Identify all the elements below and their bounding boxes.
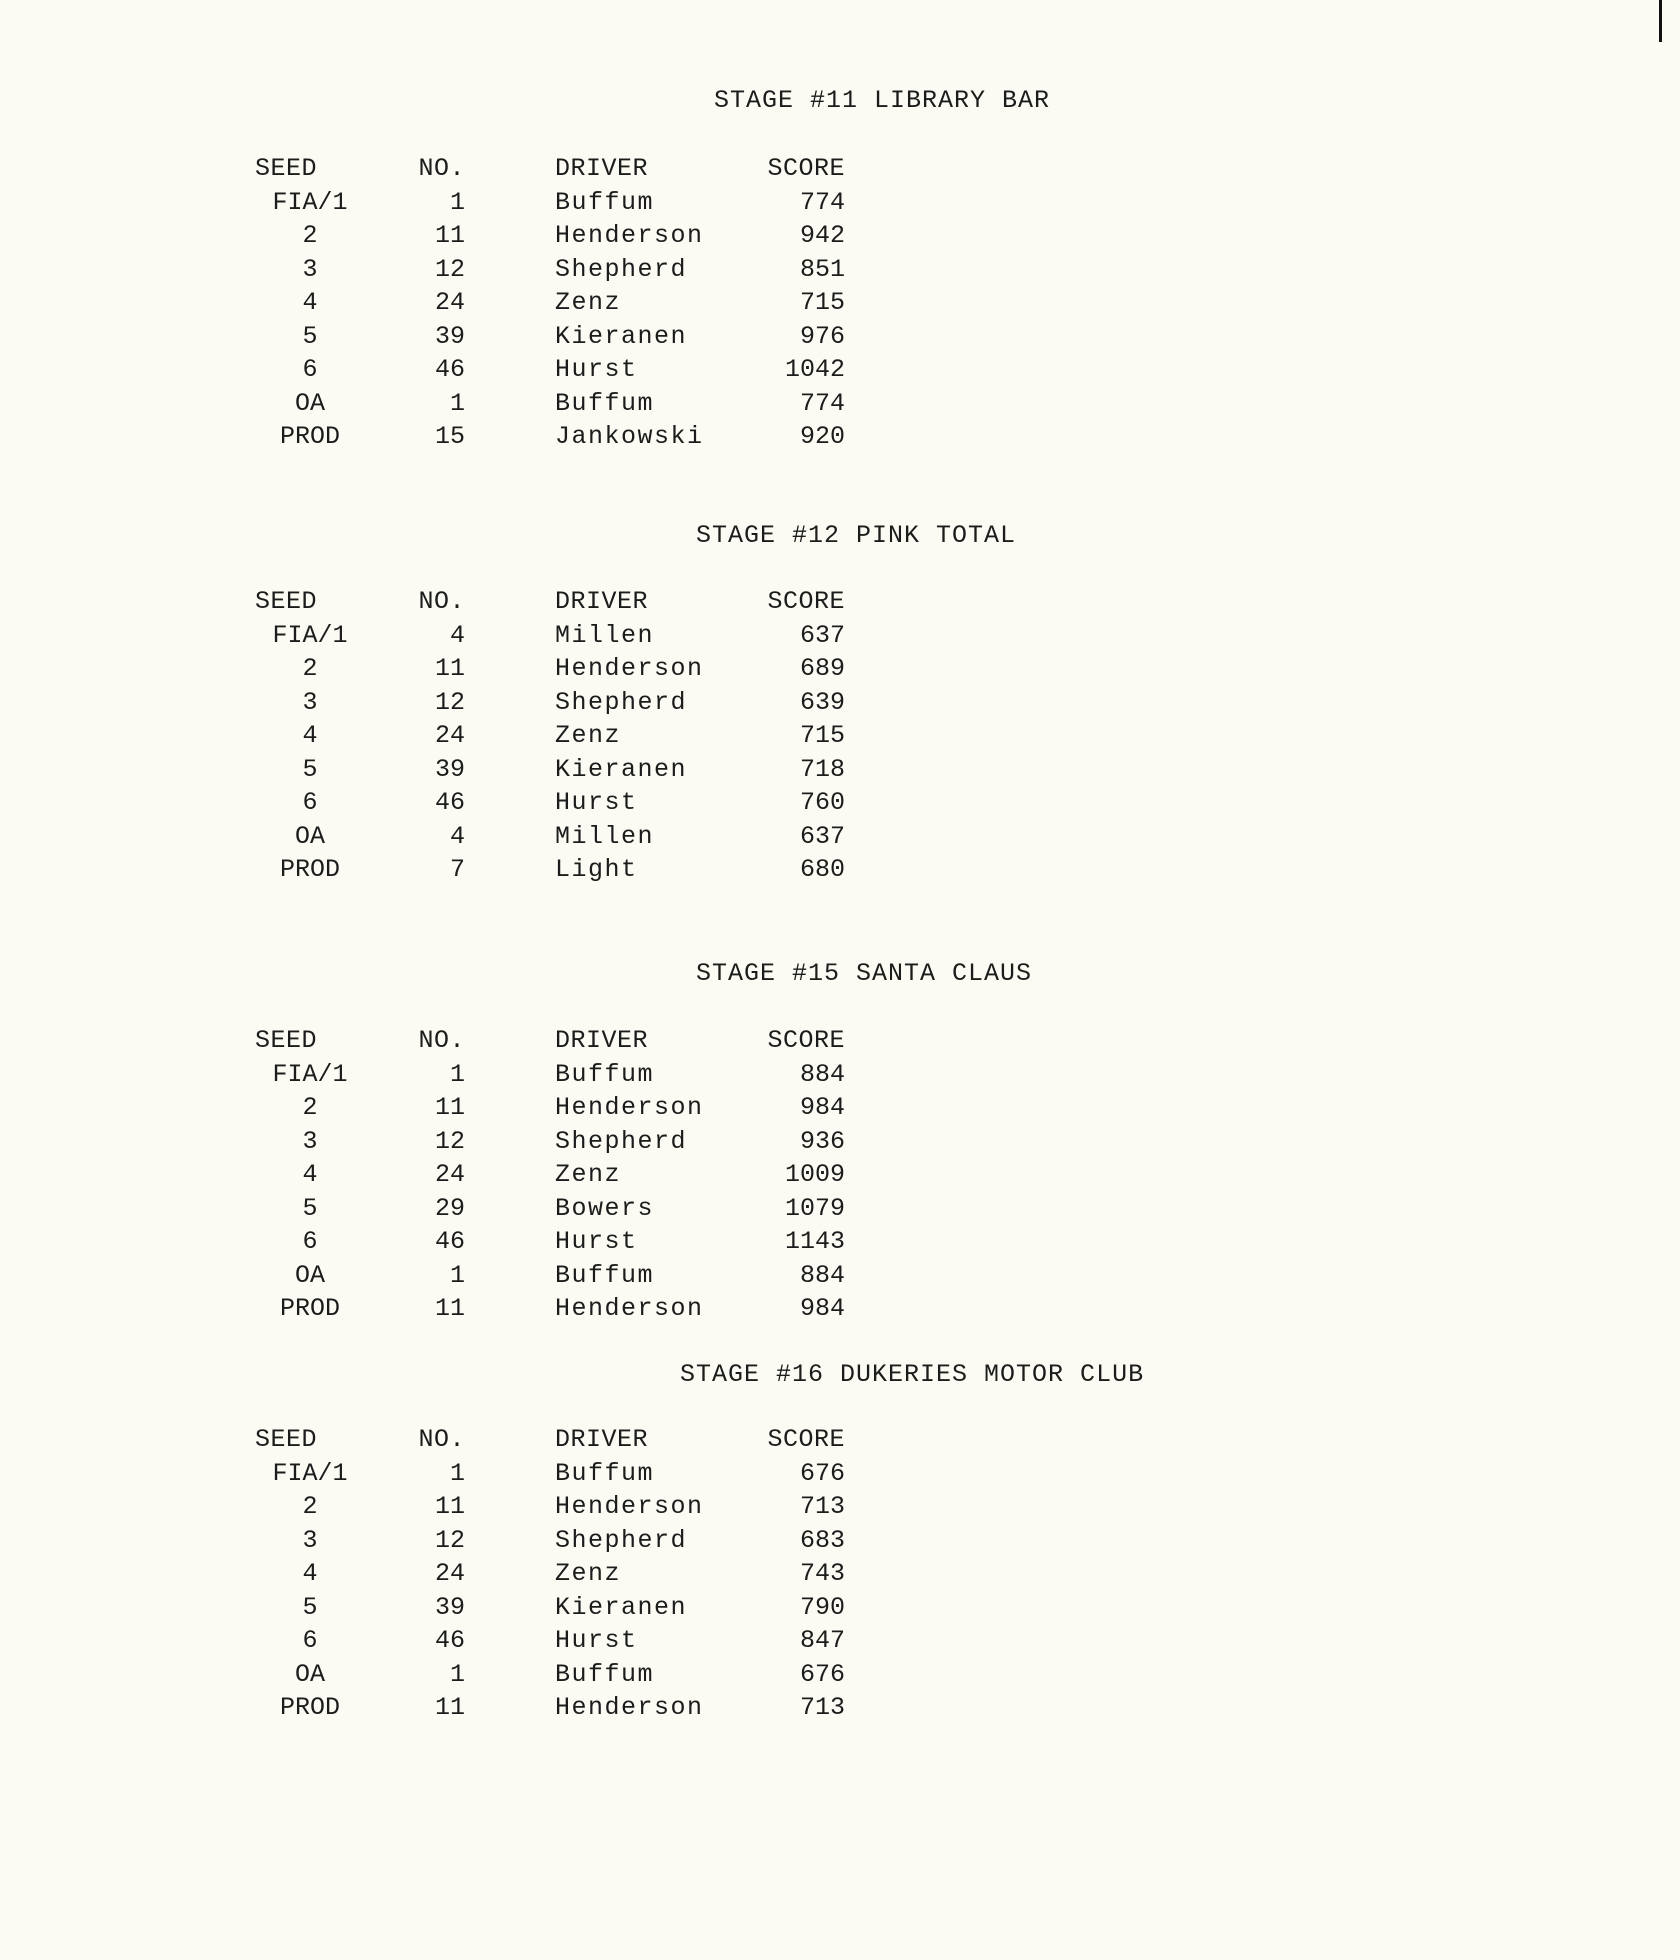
column-gap	[465, 1024, 555, 1058]
score-cell: 920	[799, 422, 845, 451]
table-row	[255, 619, 845, 653]
score-cell: 689	[799, 654, 845, 683]
no-cell: 29	[434, 1193, 465, 1223]
score-header: SCORE	[767, 154, 845, 183]
driver-cell: Zenz	[555, 288, 622, 317]
driver-cell: Shepherd	[555, 1525, 688, 1555]
seed-cell: PROD	[279, 422, 340, 451]
column-gap	[465, 1292, 555, 1326]
column-gap	[465, 1591, 555, 1625]
results-table	[255, 585, 845, 887]
table-row	[255, 786, 845, 820]
seed-cell: 4	[302, 721, 318, 750]
no-cell: 1	[449, 388, 465, 418]
score-cell: 713	[799, 1693, 845, 1722]
table-row	[255, 1058, 845, 1092]
stage-title: STAGE #15 SANTA CLAUS	[696, 959, 1033, 988]
score-cell: 984	[799, 1294, 845, 1323]
no-cell: 39	[434, 1592, 465, 1622]
column-gap	[465, 1225, 555, 1259]
table-row	[255, 186, 845, 220]
seed-cell: 2	[302, 221, 318, 250]
column-gap	[465, 820, 555, 854]
score-cell: 676	[799, 1458, 845, 1488]
driver-cell: Kieranen	[555, 754, 688, 784]
score-cell: 936	[799, 1126, 845, 1156]
score-cell: 884	[799, 1260, 845, 1290]
score-cell: 774	[799, 388, 845, 418]
no-cell: 4	[449, 821, 465, 851]
driver-cell: Zenz	[555, 1559, 622, 1588]
score-header: SCORE	[767, 587, 845, 616]
column-gap	[465, 152, 555, 186]
driver-cell: Shepherd	[555, 1126, 688, 1156]
stage-title: STAGE #11 LIBRARY BAR	[714, 86, 1051, 115]
no-cell: 7	[449, 855, 465, 884]
table-header-row	[255, 585, 845, 619]
no-cell: 46	[434, 1626, 465, 1655]
seed-cell: 3	[302, 1525, 318, 1555]
score-cell: 680	[799, 855, 845, 884]
seed-header: SEED	[255, 1026, 318, 1055]
seed-cell: OA	[294, 388, 325, 418]
driver-cell: Shepherd	[555, 254, 688, 284]
driver-cell: Hurst	[555, 1227, 638, 1256]
table-row	[255, 286, 845, 320]
score-cell: 637	[799, 620, 845, 650]
score-cell: 683	[799, 1525, 845, 1555]
table-header-row	[255, 1024, 845, 1058]
driver-cell: Henderson	[555, 1294, 704, 1323]
seed-cell: 5	[302, 754, 318, 784]
table-header-row	[255, 1423, 845, 1457]
score-cell: 639	[799, 687, 845, 717]
score-cell: 713	[799, 1492, 845, 1521]
driver-header: DRIVER	[555, 1026, 649, 1055]
table-row	[255, 420, 845, 454]
driver-cell: Jankowski	[555, 422, 704, 451]
column-gap	[465, 853, 555, 887]
driver-cell: Buffum	[555, 187, 655, 217]
driver-cell: Zenz	[555, 1160, 622, 1189]
column-gap	[465, 719, 555, 753]
driver-cell: Hurst	[555, 1626, 638, 1655]
seed-cell: 5	[302, 321, 318, 351]
seed-cell: 6	[302, 1227, 318, 1256]
no-cell: 12	[434, 1525, 465, 1555]
no-cell: 1	[449, 1260, 465, 1290]
table-row	[255, 1225, 845, 1259]
no-cell: 24	[434, 1559, 465, 1588]
no-cell: 1	[449, 1059, 465, 1089]
score-cell: 851	[799, 254, 845, 284]
seed-cell: 4	[302, 288, 318, 317]
driver-header: DRIVER	[555, 1425, 649, 1454]
seed-header: SEED	[255, 154, 318, 183]
table-row	[255, 686, 845, 720]
table-row	[255, 1457, 845, 1491]
column-gap	[465, 1490, 555, 1524]
seed-cell: 2	[302, 1492, 318, 1521]
score-cell: 715	[799, 288, 845, 317]
score-cell: 718	[799, 754, 845, 784]
table-row	[255, 853, 845, 887]
column-gap	[465, 286, 555, 320]
driver-cell: Zenz	[555, 721, 622, 750]
column-gap	[465, 420, 555, 454]
score-header: SCORE	[767, 1425, 845, 1454]
seed-header: SEED	[255, 1425, 318, 1454]
column-gap	[465, 1091, 555, 1125]
no-header: NO.	[418, 587, 465, 616]
column-gap	[465, 1423, 555, 1457]
table-row	[255, 719, 845, 753]
no-cell: 15	[434, 422, 465, 451]
seed-cell: OA	[294, 821, 325, 851]
no-cell: 24	[434, 1160, 465, 1189]
driver-cell: Millen	[555, 821, 655, 851]
results-table	[255, 1024, 845, 1326]
seed-cell: 6	[302, 355, 318, 384]
results-table	[255, 152, 845, 454]
no-cell: 24	[434, 288, 465, 317]
driver-cell: Buffum	[555, 1260, 655, 1290]
no-cell: 11	[434, 1093, 465, 1122]
driver-cell: Shepherd	[555, 687, 688, 717]
driver-cell: Light	[555, 855, 638, 884]
no-cell: 46	[434, 788, 465, 817]
column-gap	[465, 1192, 555, 1226]
no-cell: 39	[434, 754, 465, 784]
score-cell: 1143	[784, 1227, 845, 1256]
column-gap	[465, 1457, 555, 1491]
no-cell: 46	[434, 355, 465, 384]
table-row	[255, 353, 845, 387]
table-row	[255, 1691, 845, 1725]
no-cell: 12	[434, 1126, 465, 1156]
table-row	[255, 320, 845, 354]
no-header: NO.	[418, 154, 465, 183]
column-gap	[465, 1524, 555, 1558]
column-gap	[465, 619, 555, 653]
column-gap	[465, 1691, 555, 1725]
column-gap	[465, 387, 555, 421]
seed-cell: 6	[302, 788, 318, 817]
seed-cell: PROD	[279, 855, 340, 884]
seed-cell: 3	[302, 254, 318, 284]
table-row	[255, 219, 845, 253]
no-cell: 12	[434, 687, 465, 717]
driver-cell: Kieranen	[555, 321, 688, 351]
table-row	[255, 387, 845, 421]
table-row	[255, 1158, 845, 1192]
score-cell: 984	[799, 1093, 845, 1122]
score-cell: 790	[799, 1592, 845, 1622]
table-row	[255, 253, 845, 287]
score-cell: 884	[799, 1059, 845, 1089]
no-cell: 11	[434, 221, 465, 250]
table-row	[255, 1091, 845, 1125]
table-row	[255, 1557, 845, 1591]
score-cell: 774	[799, 187, 845, 217]
page-edge-mark	[1659, 0, 1662, 42]
column-gap	[465, 652, 555, 686]
no-cell: 1	[449, 1659, 465, 1689]
no-header: NO.	[418, 1026, 465, 1055]
no-cell: 39	[434, 321, 465, 351]
column-gap	[465, 353, 555, 387]
driver-cell: Buffum	[555, 1458, 655, 1488]
driver-cell: Henderson	[555, 221, 704, 250]
seed-cell: 5	[302, 1592, 318, 1622]
table-row	[255, 1490, 845, 1524]
score-cell: 715	[799, 721, 845, 750]
table-row	[255, 753, 845, 787]
seed-cell: OA	[294, 1659, 325, 1689]
seed-cell: 2	[302, 654, 318, 683]
driver-cell: Henderson	[555, 1693, 704, 1722]
seed-cell: 3	[302, 687, 318, 717]
table-header-row	[255, 152, 845, 186]
no-cell: 46	[434, 1227, 465, 1256]
driver-cell: Buffum	[555, 1059, 655, 1089]
driver-cell: Buffum	[555, 388, 655, 418]
seed-cell: PROD	[279, 1294, 340, 1323]
no-cell: 11	[434, 1492, 465, 1521]
column-gap	[465, 1125, 555, 1159]
column-gap	[465, 686, 555, 720]
column-gap	[465, 1557, 555, 1591]
driver-cell: Hurst	[555, 788, 638, 817]
column-gap	[465, 786, 555, 820]
score-cell: 637	[799, 821, 845, 851]
seed-cell: FIA/1	[272, 620, 348, 650]
no-header: NO.	[418, 1425, 465, 1454]
score-header: SCORE	[767, 1026, 845, 1055]
seed-header: SEED	[255, 587, 318, 616]
seed-cell: FIA/1	[272, 187, 348, 217]
seed-cell: PROD	[279, 1693, 340, 1722]
column-gap	[465, 1624, 555, 1658]
score-cell: 1079	[784, 1193, 845, 1223]
table-row	[255, 1192, 845, 1226]
score-cell: 942	[799, 221, 845, 250]
table-row	[255, 1125, 845, 1159]
driver-cell: Buffum	[555, 1659, 655, 1689]
column-gap	[465, 1158, 555, 1192]
no-cell: 11	[434, 654, 465, 683]
column-gap	[465, 753, 555, 787]
column-gap	[465, 186, 555, 220]
column-gap	[465, 1259, 555, 1293]
table-row	[255, 1624, 845, 1658]
table-row	[255, 1524, 845, 1558]
driver-cell: Henderson	[555, 1093, 704, 1122]
driver-cell: Henderson	[555, 1492, 704, 1521]
score-cell: 743	[799, 1559, 845, 1588]
no-cell: 1	[449, 187, 465, 217]
no-cell: 11	[434, 1294, 465, 1323]
driver-cell: Kieranen	[555, 1592, 688, 1622]
seed-cell: OA	[294, 1260, 325, 1290]
score-cell: 676	[799, 1659, 845, 1689]
seed-cell: 2	[302, 1093, 318, 1122]
table-row	[255, 1591, 845, 1625]
seed-cell: 5	[302, 1193, 318, 1223]
driver-cell: Bowers	[555, 1193, 655, 1223]
table-row	[255, 652, 845, 686]
column-gap	[465, 1658, 555, 1692]
column-gap	[465, 253, 555, 287]
stage-title: STAGE #16 DUKERIES MOTOR CLUB	[680, 1360, 1145, 1389]
score-cell: 760	[799, 788, 845, 817]
table-row	[255, 820, 845, 854]
table-row	[255, 1658, 845, 1692]
seed-cell: 3	[302, 1126, 318, 1156]
no-cell: 24	[434, 721, 465, 750]
score-cell: 847	[799, 1626, 845, 1655]
driver-cell: Hurst	[555, 355, 638, 384]
table-row	[255, 1259, 845, 1293]
no-cell: 4	[449, 620, 465, 650]
driver-header: DRIVER	[555, 587, 649, 616]
results-table	[255, 1423, 845, 1725]
stage-title: STAGE #12 PINK TOTAL	[696, 521, 1017, 550]
no-cell: 1	[449, 1458, 465, 1488]
score-cell: 1009	[784, 1160, 845, 1189]
driver-cell: Millen	[555, 620, 655, 650]
driver-header: DRIVER	[555, 154, 649, 183]
table-row	[255, 1292, 845, 1326]
seed-cell: 4	[302, 1160, 318, 1189]
no-cell: 11	[434, 1693, 465, 1722]
no-cell: 12	[434, 254, 465, 284]
seed-cell: FIA/1	[272, 1458, 348, 1488]
score-cell: 976	[799, 321, 845, 351]
column-gap	[465, 1058, 555, 1092]
column-gap	[465, 219, 555, 253]
seed-cell: FIA/1	[272, 1059, 348, 1089]
seed-cell: 4	[302, 1559, 318, 1588]
column-gap	[465, 585, 555, 619]
seed-cell: 6	[302, 1626, 318, 1655]
column-gap	[465, 320, 555, 354]
score-cell: 1042	[784, 355, 845, 384]
driver-cell: Henderson	[555, 654, 704, 683]
